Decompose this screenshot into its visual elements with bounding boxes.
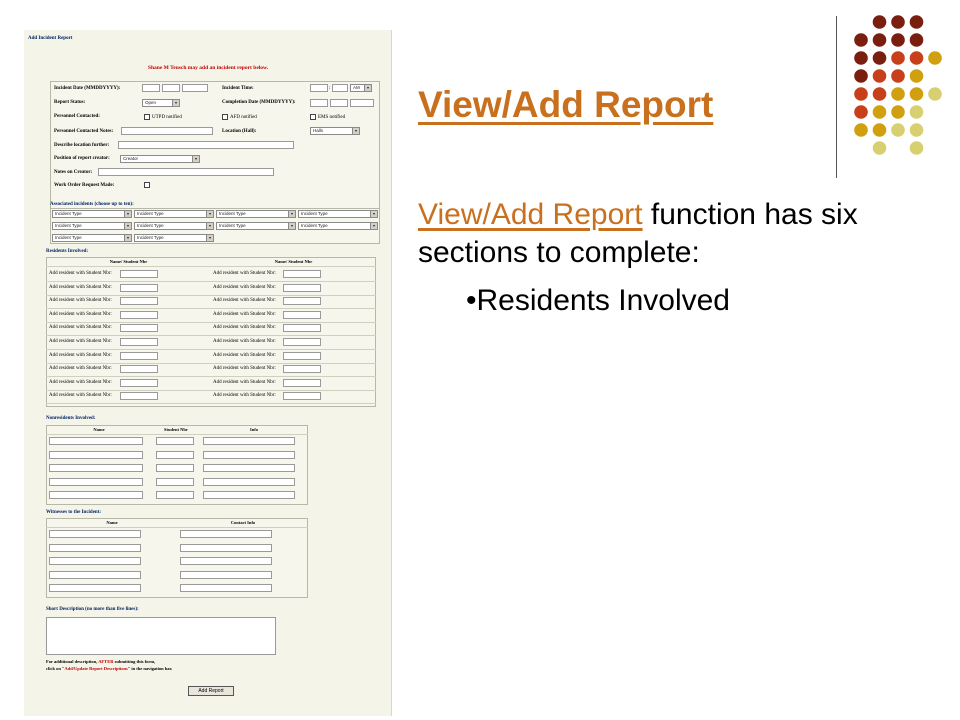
utpd-label: UTPD notified [152, 115, 182, 120]
nonresident-info-input[interactable] [203, 491, 295, 499]
decorative-dot [854, 33, 868, 47]
nonresident-student-nbr-input[interactable] [156, 491, 194, 499]
resident-student-nbr-input[interactable] [283, 270, 321, 278]
personnel-notes-input[interactable] [121, 127, 213, 135]
decorative-dot [910, 15, 924, 29]
decorative-dot [891, 123, 905, 137]
decorative-dot [873, 123, 887, 137]
resident-student-nbr-input[interactable] [283, 311, 321, 319]
decorative-dot [854, 69, 868, 83]
decorative-dot [910, 69, 924, 83]
table-row-divider [46, 295, 376, 296]
nonresident-name-input[interactable] [49, 464, 143, 472]
describe-location-label: Describe location further: [54, 143, 110, 148]
incident-type-select-6[interactable]: Incident Type ▾ [134, 222, 214, 230]
decorative-dot [891, 105, 905, 119]
incident-time-label: Incident Time: [222, 86, 254, 91]
incident-type-select-1[interactable]: Incident Type ▾ [52, 210, 132, 218]
table-row-divider [46, 349, 376, 350]
resident-row-label: Add resident with Student Nbr: [213, 366, 276, 372]
witness-name-input[interactable] [49, 557, 141, 565]
incident-time-hour[interactable] [310, 84, 331, 92]
nonresident-info-input[interactable] [203, 478, 295, 486]
witness-name-input[interactable] [49, 544, 141, 552]
residents-title: Residents Involved: [46, 249, 89, 254]
chevron-down-icon: ▾ [172, 100, 179, 106]
witness-name-input[interactable] [49, 571, 141, 579]
chevron-down-icon: ▾ [206, 235, 213, 241]
decorative-dot [873, 87, 887, 101]
incident-date-mm[interactable] [142, 84, 160, 92]
ems-checkbox[interactable] [310, 114, 316, 120]
nonres-col-info: Info [249, 427, 258, 432]
decorative-dot [891, 15, 905, 29]
decorative-dot [928, 87, 942, 101]
utpd-checkbox[interactable] [144, 114, 150, 120]
resident-student-nbr-input[interactable] [283, 338, 321, 346]
nonresident-student-nbr-input[interactable] [156, 464, 194, 472]
chevron-down-icon: ▾ [206, 211, 213, 217]
chevron-down-icon: ▾ [124, 235, 131, 241]
resident-row-label: Add resident with Student Nbr: [49, 393, 112, 399]
description-note-line1: For additional description, AFTER submitting this form, [46, 659, 156, 664]
decorative-dot [910, 141, 924, 155]
personnel-notes-label: Personnel Contacted Notes: [54, 129, 114, 134]
resident-student-nbr-input[interactable] [120, 352, 158, 360]
decorative-dot [854, 123, 868, 137]
nonresident-info-input[interactable] [203, 464, 295, 472]
chevron-down-icon: ▾ [192, 156, 199, 162]
decorative-dot [873, 141, 887, 155]
nonresident-student-nbr-input[interactable] [156, 478, 194, 486]
resident-student-nbr-input[interactable] [283, 352, 321, 360]
decorative-dot [873, 105, 887, 119]
slide-body-text: function has six sections to complete: [418, 198, 858, 269]
form-heading: Shane M Teusch may add an incident report below. [147, 65, 269, 71]
decorative-dot [910, 33, 924, 47]
resident-row-label: Add resident with Student Nbr: [213, 325, 276, 331]
chevron-down-icon: ▾ [124, 211, 131, 217]
resident-row-label: Add resident with Student Nbr: [213, 271, 276, 276]
resident-row-label: Add resident with Student Nbr: [49, 352, 112, 358]
nonres-col-student: Student Nbr [164, 427, 188, 432]
table-row-divider [46, 363, 376, 364]
decorative-dot [910, 51, 924, 65]
decorative-dot [910, 105, 924, 119]
resident-row-label: Add resident with Student Nbr: [213, 339, 276, 344]
completion-date-label: Completion Date (MMDDYYYY): [222, 100, 296, 105]
slide-body [418, 196, 938, 272]
position-creator-select[interactable]: Creator ▾ [120, 155, 200, 163]
table-row-divider [46, 281, 376, 282]
resident-student-nbr-input[interactable] [120, 365, 158, 373]
chevron-down-icon: ▾ [288, 211, 295, 217]
notes-creator-input[interactable] [98, 168, 274, 176]
nonres-col-name: Name [93, 427, 105, 432]
nonres-header-divider [46, 434, 308, 435]
table-row-divider [46, 322, 376, 323]
view-add-report-link[interactable]: View/Add Report [418, 198, 643, 231]
resident-row-label: Add resident with Student Nbr: [49, 379, 112, 385]
report-status-label: Report Status: [54, 100, 86, 105]
notes-creator-label: Notes on Creator: [54, 170, 93, 175]
residents-col-header-right: Name/ Student Nbr [274, 259, 313, 264]
resident-student-nbr-input[interactable] [120, 392, 158, 400]
resident-student-nbr-input[interactable] [120, 311, 158, 319]
resident-row-label: Add resident with Student Nbr: [213, 393, 276, 399]
description-note-line2: click on "Add/Update Report Descriptions" in the navigation bar. [46, 666, 173, 671]
description-title: Short Description (no more than five lines): [46, 607, 139, 612]
resident-row-label: Add resident with Student Nbr: [49, 325, 112, 331]
incident-type-select-7[interactable]: Incident Type ▾ [216, 222, 296, 230]
decorative-dot [891, 33, 905, 47]
resident-row-label: Add resident with Student Nbr: [49, 298, 112, 304]
residents-header-divider [46, 266, 376, 267]
incident-date-dd[interactable] [162, 84, 180, 92]
nonresident-student-nbr-input[interactable] [156, 437, 194, 445]
completion-date-mm[interactable] [310, 99, 328, 107]
resident-row-label: Add resident with Student Nbr: [49, 311, 112, 317]
chevron-down-icon: ▾ [288, 223, 295, 229]
nonresident-name-input[interactable] [49, 478, 143, 486]
chevron-down-icon: ▾ [124, 223, 131, 229]
position-creator-label: Position of report creator: [54, 156, 110, 161]
decorative-dot [854, 87, 868, 101]
chevron-down-icon: ▾ [352, 128, 359, 134]
table-row-divider [46, 376, 376, 377]
resident-student-nbr-input[interactable] [120, 284, 158, 292]
resident-student-nbr-input[interactable] [283, 284, 321, 292]
resident-student-nbr-input[interactable] [283, 324, 321, 332]
witness-name-input[interactable] [49, 584, 141, 592]
nonresident-info-input[interactable] [203, 451, 295, 459]
decorative-dot [873, 15, 887, 29]
resident-row-label: Add resident with Student Nbr: [213, 379, 276, 385]
witness-contact-input[interactable] [180, 571, 272, 579]
location-hall-select[interactable]: Halls ▾ [310, 127, 360, 135]
work-order-label: Work Order Request Made: [54, 183, 115, 188]
ems-label: EMS notified [318, 115, 346, 120]
time-colon: : [329, 86, 331, 91]
decorative-dot [873, 51, 887, 65]
witness-header-divider [46, 527, 308, 528]
decorative-dot [891, 87, 905, 101]
witness-col-contact: Contact Info [230, 520, 256, 525]
decorative-dot [854, 51, 868, 65]
decorative-dot [873, 33, 887, 47]
form-page-title: Add Incident Report [28, 36, 73, 41]
report-status-select[interactable]: Open ▾ [142, 99, 180, 107]
nonresident-name-input[interactable] [49, 491, 143, 499]
ampm-select[interactable]: AM ▾ [350, 84, 372, 92]
incident-time-minute[interactable] [332, 84, 348, 92]
chevron-down-icon: ▾ [364, 85, 371, 91]
decorative-divider [836, 16, 837, 178]
witness-contact-input[interactable] [180, 557, 272, 565]
resident-student-nbr-input[interactable] [120, 297, 158, 305]
resident-student-nbr-input[interactable] [283, 297, 321, 305]
description-textarea[interactable] [46, 617, 276, 655]
decorative-dot [854, 105, 868, 119]
table-row-divider [46, 390, 376, 391]
witness-name-input[interactable] [49, 530, 141, 538]
chevron-down-icon: ▾ [206, 223, 213, 229]
nonresidents-title: Nonresidents Involved: [46, 416, 96, 421]
slide-title[interactable]: View/Add Report [418, 84, 714, 125]
resident-row-label: Add resident with Student Nbr: [213, 311, 276, 317]
resident-row-label: Add resident with Student Nbr: [213, 284, 276, 290]
resident-student-nbr-input[interactable] [120, 324, 158, 332]
decorative-dot [910, 87, 924, 101]
location-hall-label: Location (Hall): [222, 129, 257, 134]
chevron-down-icon: ▾ [370, 211, 377, 217]
describe-location-input[interactable] [118, 141, 294, 149]
incident-type-select-2[interactable]: Incident Type ▾ [134, 210, 214, 218]
witness-col-name: Name [106, 520, 118, 525]
resident-student-nbr-input[interactable] [120, 338, 158, 346]
resident-row-label: Add resident with Student Nbr: [49, 284, 112, 290]
work-order-checkbox[interactable] [144, 182, 150, 188]
resident-student-nbr-input[interactable] [283, 392, 321, 400]
nonresident-name-input[interactable] [49, 437, 143, 445]
resident-student-nbr-input[interactable] [283, 365, 321, 373]
table-row-divider [46, 335, 376, 336]
decorative-dot [873, 69, 887, 83]
afd-checkbox[interactable] [222, 114, 228, 120]
decorative-dot [891, 69, 905, 83]
incident-type-select-9[interactable]: Incident Type ▾ [52, 234, 132, 242]
incident-type-select-8[interactable]: Incident Type ▾ [298, 222, 378, 230]
resident-student-nbr-input[interactable] [120, 270, 158, 278]
resident-row-label: Add resident with Student Nbr: [49, 339, 112, 344]
resident-student-nbr-input[interactable] [283, 379, 321, 387]
incident-date-label: Incident Date (MMDDYYYY): [54, 86, 121, 91]
incident-type-select-10[interactable]: Incident Type ▾ [134, 234, 214, 242]
residents-col-header-left: Name/ Student Nbr [109, 259, 148, 264]
witness-contact-input[interactable] [180, 544, 272, 552]
incident-type-select-4[interactable]: Incident Type ▾ [298, 210, 378, 218]
completion-date-dd[interactable] [330, 99, 348, 107]
personnel-contacted-label: Personnel Contacted: [54, 114, 100, 119]
completion-date-yyyy[interactable] [350, 99, 374, 107]
incident-type-select-3[interactable]: Incident Type ▾ [216, 210, 296, 218]
afd-label: AFD notified [230, 115, 257, 120]
table-row-divider [46, 308, 376, 309]
chevron-down-icon: ▾ [370, 223, 377, 229]
nonresident-info-input[interactable] [203, 437, 295, 445]
witness-contact-input[interactable] [180, 584, 272, 592]
form-screenshot [24, 30, 392, 716]
bullet-residents-involved: •Residents Involved [466, 284, 730, 317]
resident-row-label: Add resident with Student Nbr: [49, 271, 112, 276]
incident-date-yyyy[interactable] [182, 84, 208, 92]
witnesses-title: Witnesses to the Incident: [46, 510, 102, 515]
decorative-dot [910, 123, 924, 137]
decorative-dot [891, 51, 905, 65]
resident-row-label: Add resident with Student Nbr: [213, 352, 276, 358]
table-row-divider [46, 403, 376, 404]
decorative-dot [928, 51, 942, 65]
add-report-button[interactable]: Add Report [188, 686, 234, 696]
nonresident-name-input[interactable] [49, 451, 143, 459]
resident-row-label: Add resident with Student Nbr: [213, 298, 276, 304]
resident-student-nbr-input[interactable] [120, 379, 158, 387]
witness-contact-input[interactable] [180, 530, 272, 538]
assoc-incidents-title: Associated incidents (choose up to ten): [50, 202, 134, 207]
nonresident-student-nbr-input[interactable] [156, 451, 194, 459]
incident-type-select-5[interactable]: Incident Type ▾ [52, 222, 132, 230]
resident-row-label: Add resident with Student Nbr: [49, 366, 112, 372]
